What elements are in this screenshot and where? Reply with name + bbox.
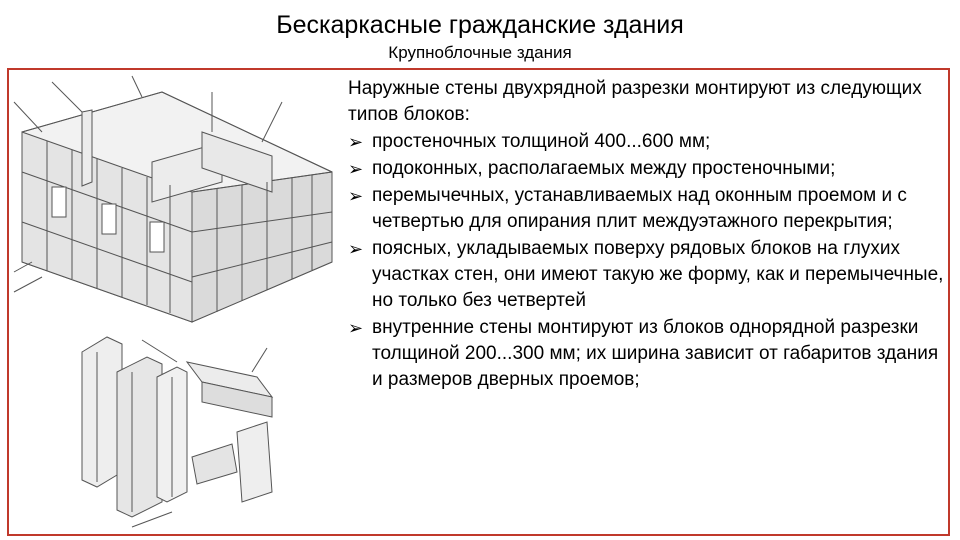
block-type-list — [348, 129, 948, 393]
list-item-text: поясных, укладываемых поверху рядовых блоков на глухих участках стен, они имеют такую же форму, как и перемычечные, но только без четвертей — [372, 238, 944, 311]
list-item-text: подоконных, располагаемых между простеночными; — [372, 158, 836, 179]
list-item — [348, 156, 948, 182]
building-blocks-drawing — [12, 72, 342, 534]
list-item — [348, 183, 948, 235]
intro-paragraph: Наружные стены двухрядной разрезки монтируют из следующих типов блоков: — [348, 78, 922, 125]
arrow-bullet-icon: ➢ — [348, 239, 364, 259]
slide-subtitle: Крупноблочные здания — [388, 43, 572, 62]
isometric-building-illustration — [12, 72, 342, 534]
arrow-bullet-icon: ➢ — [348, 132, 364, 152]
list-item — [348, 236, 948, 314]
slide-title: Бескаркасные гражданские здания — [276, 11, 684, 39]
list-item-text: перемычечных, устанавливаемых над оконным проемом и с четвертью для опирания плит междуэтажного перекрытия; — [372, 185, 907, 232]
text-block — [348, 76, 948, 394]
arrow-bullet-icon: ➢ — [348, 186, 364, 206]
list-item-text: простеночных толщиной 400...600 мм; — [372, 131, 711, 152]
list-item — [348, 315, 948, 393]
arrow-bullet-icon: ➢ — [348, 318, 364, 338]
arrow-bullet-icon: ➢ — [348, 159, 364, 179]
list-item — [348, 129, 948, 155]
list-item-text: внутренние стены монтируют из блоков однорядной разрезки толщиной 200...300 мм; их ширина зависит от габаритов здания и размеров дверных проемов; — [372, 317, 939, 390]
